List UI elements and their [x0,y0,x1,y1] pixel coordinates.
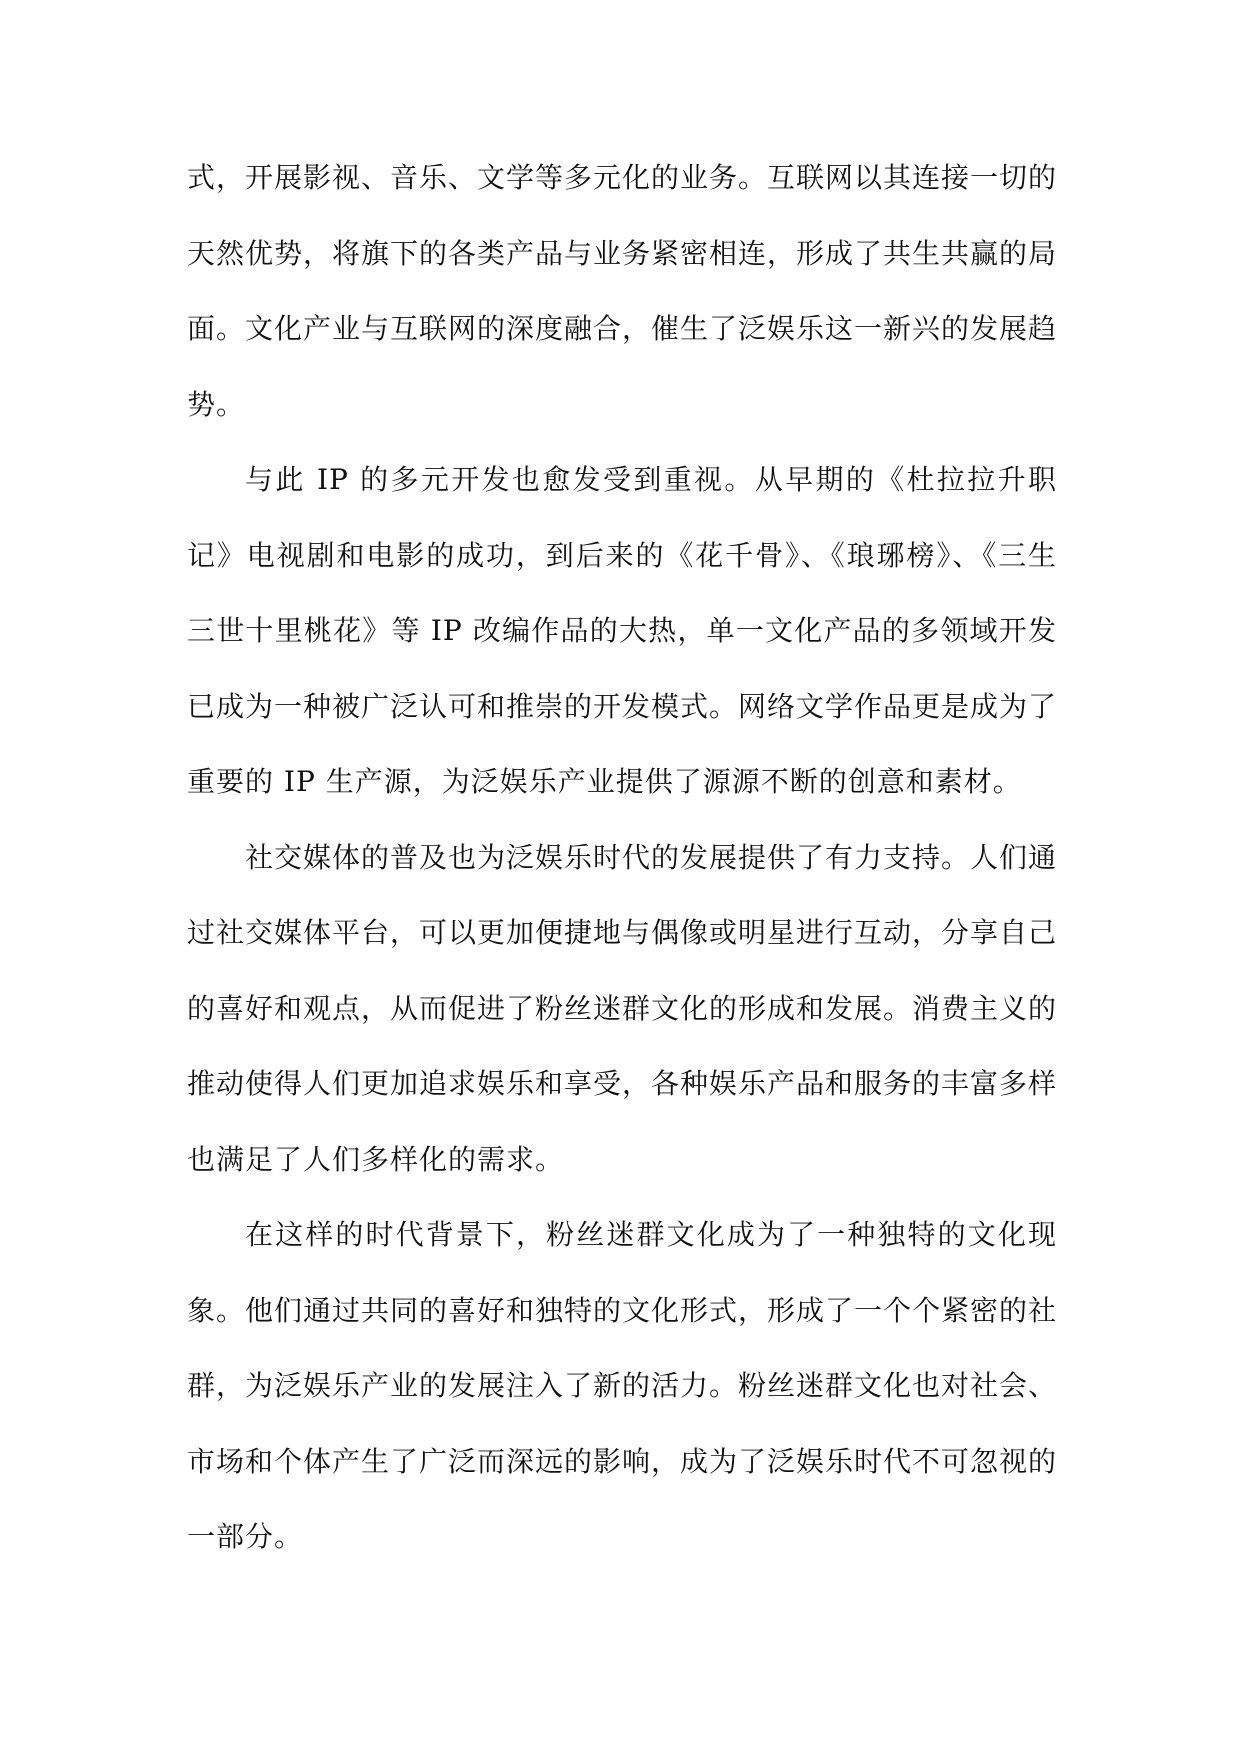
body-text [187,140,1057,1575]
paragraph-4: 在这样的时代背景下，粉丝迷群文化成为了一种独特的文化现象。他们通过共同的喜好和独特的文化形式，形成了一个个紧密的社群，为泛娱乐产业的发展注入了新的活力。粉丝迷群文化也对社会、市场和个体产生了广泛而深远的影响，成为了泛娱乐时代不可忽视的一部分。 [187,1218,1058,1553]
paragraph-3: 社交媒体的普及也为泛娱乐时代的发展提供了有力支持。人们通过社交媒体平台，可以更加便捷地与偶像或明星进行互动，分享自己的喜好和观点，从而促进了粉丝迷群文化的形成和发展。消费主义的推动使得人们更加追求娱乐和享受，各种娱乐产品和服务的丰富多样也满足了人们多样化的需求。 [187,840,1058,1176]
paragraph-1: 式，开展影视、音乐、文学等多元化的业务。互联网以其连接一切的天然优势，将旗下的各类产品与业务紧密相连，形成了共生共赢的局面。文化产业与互联网的深度融合，催生了泛娱乐这一新兴的发展趋势。 [187,161,1058,421]
paragraph-2: 与此 IP 的多元开发也愈发受到重视。从早期的《杜拉拉升职记》电视剧和电影的成功，到后来的《花千骨》、《琅琊榜》、《三生三世十里桃花》等 IP 改编作品的大热，单一文化产品的多领域开发已成为一种被广泛认可和推崇的开发模式。网络文学作品更是成为了重要的 IP 生产源，为泛娱乐产业提供了源源不断的创意和素材。 [187,463,1058,798]
